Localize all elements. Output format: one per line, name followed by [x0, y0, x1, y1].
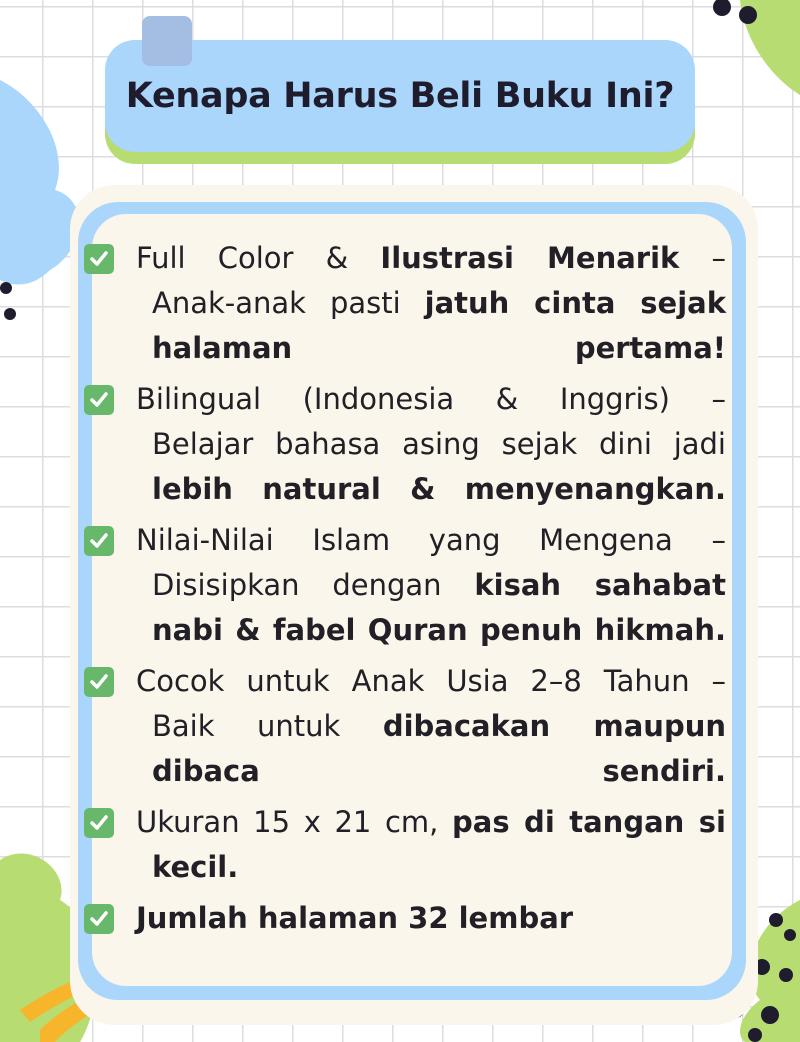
feature-text-bold: Ilustrasi Menarik	[380, 241, 680, 275]
feature-text-bold: pas di tangan si	[451, 805, 726, 839]
feature-item	[84, 896, 726, 941]
feature-text-bold: Jumlah halaman 32 lembar	[136, 901, 574, 935]
feature-text-bold: dibacakan maupun dibaca sendiri.	[152, 709, 726, 788]
checkmark-icon	[84, 808, 114, 838]
feature-list	[84, 236, 726, 947]
checkmark-icon	[84, 904, 114, 934]
dot-decoration	[713, 0, 731, 16]
checkmark-icon	[84, 667, 114, 697]
feature-text: Cocok untuk Anak Usia 2–8 Tahun –	[136, 664, 726, 698]
feature-text: Belajar bahasa asing sejak dini jadi	[152, 427, 726, 461]
feature-text: Bilingual (Indonesia & Inggris) –	[136, 382, 726, 416]
feature-text: Nilai-Nilai Islam yang Mengena –	[136, 523, 726, 557]
feature-text-bold: kecil.	[152, 850, 239, 884]
feature-text: Full Color &	[136, 241, 381, 275]
dot-decoration	[779, 968, 793, 982]
title-tab-decoration	[142, 16, 192, 66]
page-title: Kenapa Harus Beli Buku Ini?	[125, 76, 675, 116]
dot-decoration	[761, 1006, 779, 1024]
dot-decoration	[0, 282, 12, 294]
feature-text: –	[679, 241, 726, 275]
checkmark-icon	[84, 385, 114, 415]
feature-item	[84, 800, 726, 890]
feature-text: Disisipkan dengan	[152, 568, 475, 602]
blue-leaf-decoration	[0, 80, 79, 284]
feature-item	[84, 659, 726, 794]
feature-item	[84, 377, 726, 512]
feature-item	[84, 518, 726, 653]
dot-decoration	[4, 308, 16, 320]
feature-text-bold: jatuh cinta sejak halaman pertama!	[152, 286, 726, 365]
title-banner-pill	[105, 40, 695, 152]
feature-text: Anak-anak pasti	[152, 286, 425, 320]
feature-text-bold: kisah sahabat nabi & fabel Quran penuh hikmah.	[152, 568, 726, 647]
checkmark-icon	[84, 244, 114, 274]
dot-decoration	[739, 6, 757, 24]
feature-text-bold: lebih natural & menyenangkan.	[152, 472, 726, 506]
dot-decoration	[784, 929, 796, 941]
feature-text: Baik untuk	[152, 709, 383, 743]
feature-item	[84, 236, 726, 371]
checkmark-icon	[84, 526, 114, 556]
title-banner	[105, 40, 695, 165]
feature-text: Ukuran 15 x 21 cm,	[136, 805, 452, 839]
dot-decoration	[769, 913, 783, 927]
dot-decoration	[748, 1028, 762, 1042]
